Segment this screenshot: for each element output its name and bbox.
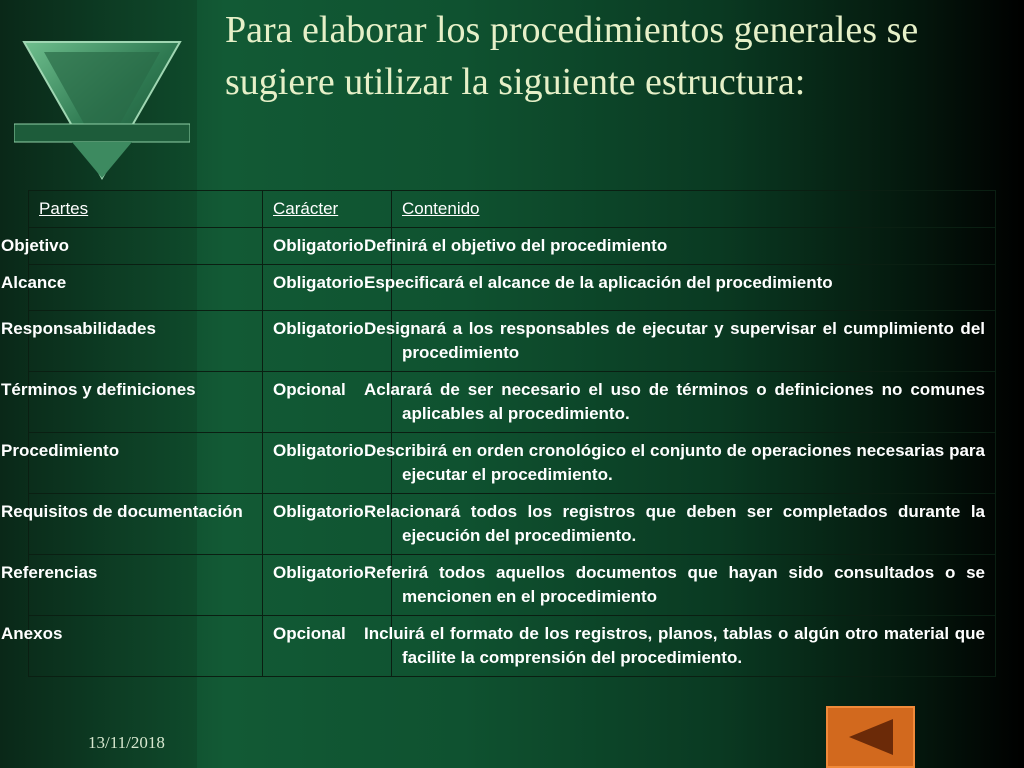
- table-row: [29, 311, 996, 372]
- cell-caracter: Obligatorio: [263, 433, 392, 494]
- cell-caracter: Obligatorio: [263, 494, 392, 555]
- slide-title: Para elaborar los procedimientos generales se sugiere utilizar la siguiente estructura:: [225, 9, 919, 103]
- emerald-triangle-logo: [14, 38, 190, 182]
- cell-parte: Anexos: [29, 616, 263, 677]
- table-header-row: [29, 191, 996, 228]
- header-caracter: Carácter: [263, 191, 392, 228]
- header-contenido: Contenido: [392, 191, 996, 228]
- cell-caracter: Opcional: [263, 616, 392, 677]
- slide-date: 13/11/2018: [88, 733, 165, 752]
- table-row: [29, 494, 996, 555]
- table-row: [29, 433, 996, 494]
- cell-parte: Alcance: [29, 265, 263, 311]
- cell-caracter: Obligatorio: [263, 228, 392, 265]
- cell-contenido: Designará a los responsables de ejecutar y supervisar el cumplimiento del procedimiento: [392, 311, 996, 372]
- table-row: [29, 372, 996, 433]
- cell-caracter: Opcional: [263, 372, 392, 433]
- cell-parte: Referencias: [29, 555, 263, 616]
- procedure-structure-table: [1, 190, 996, 677]
- cell-caracter: Obligatorio: [263, 311, 392, 372]
- table-row: [29, 228, 996, 265]
- cell-contenido: Aclarará de ser necesario el uso de términos o definiciones no comunes aplicables al procedimiento.: [392, 372, 996, 433]
- cell-parte: Objetivo: [29, 228, 263, 265]
- table-row: [29, 555, 996, 616]
- cell-caracter: Obligatorio: [263, 265, 392, 311]
- cell-contenido: Definirá el objetivo del procedimiento: [392, 228, 996, 265]
- table-row: [29, 616, 996, 677]
- table-row: [29, 265, 996, 311]
- cell-parte: Procedimiento: [29, 433, 263, 494]
- cell-contenido: Referirá todos aquellos documentos que hayan sido consultados o se mencionen en el procedimiento: [392, 555, 996, 616]
- header-partes: Partes: [29, 191, 263, 228]
- cell-parte: Responsabilidades: [29, 311, 263, 372]
- cell-contenido: Especificará el alcance de la aplicación del procedimiento: [392, 265, 996, 311]
- previous-slide-button[interactable]: [826, 706, 915, 768]
- cell-contenido: Describirá en orden cronológico el conjunto de operaciones necesarias para ejecutar el procedimiento.: [392, 433, 996, 494]
- cell-contenido: Incluirá el formato de los registros, planos, tablas o algún otro material que facilite la comprensión del procedimiento.: [392, 616, 996, 677]
- cell-parte: Requisitos de documentación: [29, 494, 263, 555]
- cell-contenido: Relacionará todos los registros que deben ser completados durante la ejecución del procedimiento.: [392, 494, 996, 555]
- cell-parte: Términos y definiciones: [29, 372, 263, 433]
- cell-caracter: Obligatorio: [263, 555, 392, 616]
- triangle-left-icon: [845, 717, 897, 757]
